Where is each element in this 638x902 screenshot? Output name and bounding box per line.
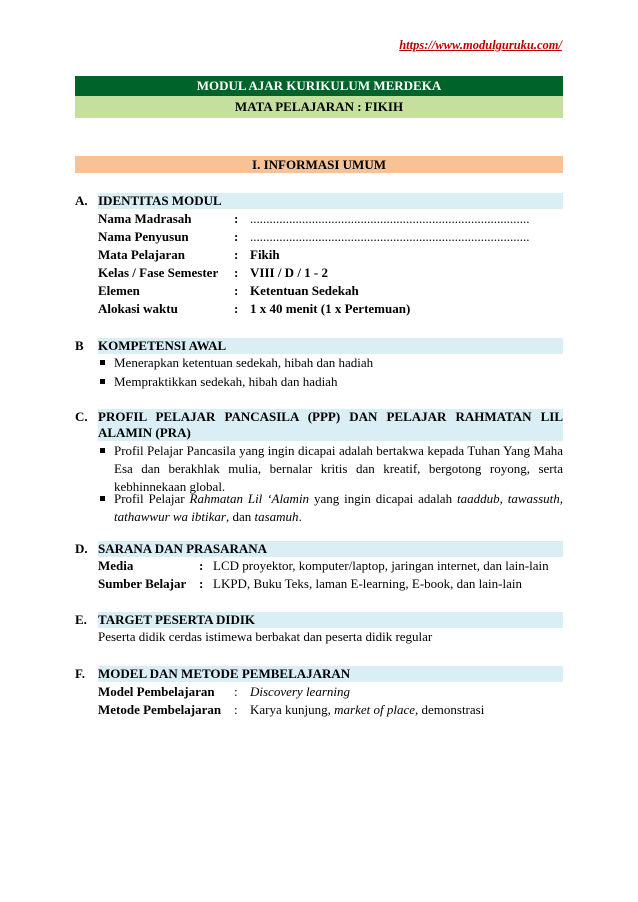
bullet-square-icon bbox=[100, 360, 105, 365]
row-value: ...................................................................................... bbox=[250, 211, 530, 226]
section-f-heading bbox=[75, 666, 563, 682]
row-key: Nama Madrasah bbox=[98, 211, 192, 226]
row-sep: : bbox=[199, 558, 204, 573]
section-letter: A. bbox=[75, 193, 88, 208]
row-value: Discovery learning bbox=[250, 684, 351, 699]
list-item-text: Profil Pelajar Pancasila yang ingin dicapai adalah bertakwa kepada Tuhan Yang Maha Esa dan berakhlak mulia, bernalar kritis dan kreatif, bergotong royong, serta kebhinnekaan global. bbox=[114, 443, 563, 494]
section-letter: C. bbox=[75, 409, 88, 424]
section-letter: D. bbox=[75, 541, 88, 556]
row-value: 1 x 40 menit (1 x Pertemuan) bbox=[250, 301, 411, 316]
section-e-heading bbox=[75, 612, 563, 628]
row-key: Alokasi waktu bbox=[98, 301, 178, 316]
row-key: Kelas / Fase Semester bbox=[98, 265, 219, 280]
module-title-banner: MODUL AJAR KURIKULUM MERDEKA bbox=[75, 76, 563, 96]
section-title: TARGET PESERTA DIDIK bbox=[98, 612, 256, 627]
row-sep: : bbox=[234, 247, 239, 262]
section-letter: F. bbox=[75, 666, 85, 681]
section-title: SARANA DAN PRASARANA bbox=[98, 541, 268, 556]
row-sep: : bbox=[234, 229, 239, 244]
list-item bbox=[98, 442, 563, 496]
bullet-square-icon bbox=[100, 379, 105, 384]
row-key: Mata Pelajaran bbox=[98, 247, 186, 262]
row-value: Fikih bbox=[250, 247, 280, 262]
section-a-heading bbox=[75, 193, 563, 209]
row-sep: : bbox=[234, 265, 239, 280]
section-b-heading bbox=[75, 338, 563, 354]
row-value: Ketentuan Sedekah bbox=[250, 283, 359, 298]
subject-banner: MATA PELAJARAN : FIKIH bbox=[75, 96, 563, 118]
row-key: Media bbox=[98, 558, 134, 573]
row-key: Model Pembelajaran bbox=[98, 684, 215, 699]
row-value: Karya kunjung, market of place, demonstrasi bbox=[250, 702, 485, 717]
list-item bbox=[98, 354, 563, 372]
section-title: IDENTITAS MODUL bbox=[98, 193, 222, 208]
row-key: Sumber Belajar bbox=[98, 576, 187, 591]
section-banner: I. INFORMASI UMUM bbox=[75, 156, 563, 173]
row-key: Nama Penyusun bbox=[98, 229, 189, 244]
row-value: LCD proyektor, komputer/laptop, jaringan internet, dan lain-lain bbox=[213, 558, 549, 573]
bullet-square-icon bbox=[100, 448, 105, 453]
row-value: VIII / D / 1 - 2 bbox=[250, 265, 329, 280]
row-sep: : bbox=[199, 576, 204, 591]
row-value: ...................................................................................... bbox=[250, 229, 530, 244]
row-key: Elemen bbox=[98, 283, 140, 298]
section-d-heading bbox=[75, 541, 563, 557]
row-key: Metode Pembelajaran bbox=[98, 702, 222, 717]
row-sep: : bbox=[234, 301, 239, 316]
row-sep: : bbox=[234, 702, 238, 717]
row-value: LKPD, Buku Teks, laman E-learning, E-book, dan lain-lain bbox=[213, 576, 522, 591]
list-item bbox=[98, 373, 563, 391]
list-item-text: Menerapkan ketentuan sedekah, hibah dan hadiah bbox=[114, 355, 374, 370]
target-text: Peserta didik cerdas istimewa berbakat dan peserta didik regular bbox=[98, 629, 433, 644]
section-letter: E. bbox=[75, 612, 87, 627]
section-title: PROFIL PELAJAR PANCASILA (PPP) DAN PELAJAR RAHMATAN LIL bbox=[98, 409, 563, 424]
bullet-square-icon bbox=[100, 496, 105, 501]
website-link[interactable]: https://www.modulguruku.com/ bbox=[399, 38, 562, 52]
list-item-text: Profil Pelajar Rahmatan Lil ‘Alamin yang ingin dicapai adalah taaddub, tawassuth, tathawwur wa ibtikar, dan tasamuh. bbox=[114, 491, 564, 524]
row-sep: : bbox=[234, 211, 239, 226]
section-title-continued: ALAMIN (PRA) bbox=[98, 425, 191, 440]
section-title: MODEL DAN METODE PEMBELAJARAN bbox=[98, 666, 351, 681]
list-item-text: Mempraktikkan sedekah, hibah dan hadiah bbox=[114, 374, 338, 389]
row-sep: : bbox=[234, 283, 239, 298]
section-letter: B bbox=[75, 338, 84, 353]
list-item bbox=[98, 490, 563, 526]
row-sep: : bbox=[234, 684, 238, 699]
section-title: KOMPETENSI AWAL bbox=[98, 338, 227, 353]
